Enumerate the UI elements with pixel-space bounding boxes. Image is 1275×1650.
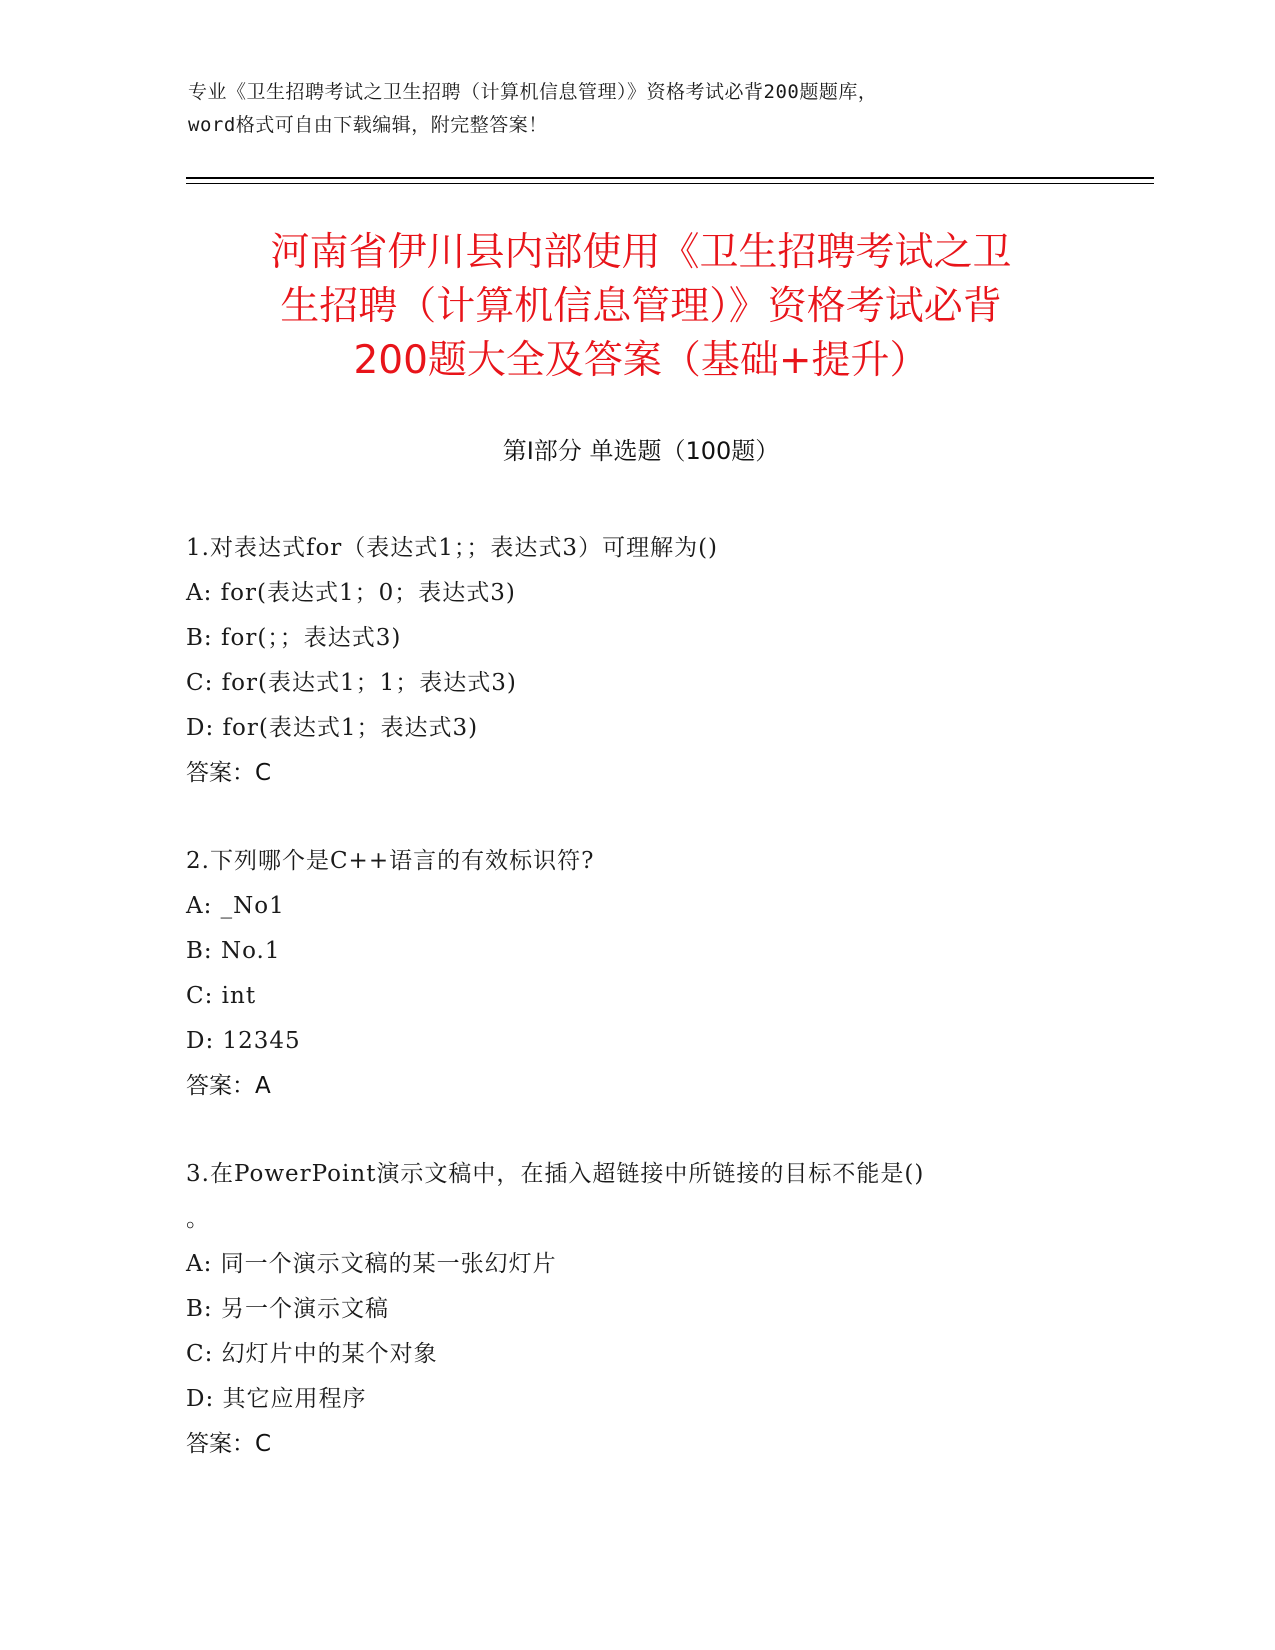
question-3 — [186, 1152, 1086, 1467]
document-title — [186, 226, 1096, 388]
header-rule-thick — [186, 177, 1154, 179]
option-d: D: 其它应用程序 — [186, 1386, 367, 1412]
document-title-line-2: 生招聘（计算机信息管理）》资格考试必背 — [280, 284, 1002, 329]
answer: 答案：C — [186, 1431, 272, 1457]
document-title-line-3: 200题大全及答案（基础+提升） — [353, 338, 929, 383]
option-b: B: 另一个演示文稿 — [186, 1296, 389, 1322]
header-note-line-2: word格式可自由下载编辑，附完整答案！ — [188, 114, 548, 136]
section-title: 第Ⅰ部分 单选题（100题） — [502, 437, 780, 465]
option-d: D: for(表达式1；表达式3) — [186, 715, 479, 741]
question-stem-continuation: 。 — [186, 1206, 210, 1232]
header-note — [188, 76, 1088, 142]
document-title-line-1: 河南省伊川县内部使用《卫生招聘考试之卫 — [270, 230, 1012, 275]
option-c: C: int — [186, 983, 257, 1009]
option-a: A: 同一个演示文稿的某一张幻灯片 — [186, 1251, 557, 1277]
answer: 答案：A — [186, 1073, 271, 1099]
answer: 答案：C — [186, 760, 272, 786]
question-2 — [186, 839, 1086, 1109]
question-stem: 1.对表达式for（表达式1；；表达式3）可理解为() — [186, 535, 719, 561]
option-d: D: 12345 — [186, 1028, 301, 1054]
question-stem: 3.在PowerPoint演示文稿中，在插入超链接中所链接的目标不能是() — [186, 1161, 925, 1187]
option-a: A: _No1 — [186, 893, 285, 919]
header-note-line-1: 专业《卫生招聘考试之卫生招聘（计算机信息管理）》资格考试必背200题题库， — [188, 81, 878, 103]
option-b: B: for(；；表达式3) — [186, 625, 402, 651]
question-1 — [186, 526, 1086, 796]
header-rule-thin — [186, 183, 1154, 184]
option-c: C: for(表达式1；1；表达式3) — [186, 670, 517, 696]
option-a: A: for(表达式1；0；表达式3) — [186, 580, 516, 606]
question-list — [186, 526, 1086, 1510]
option-c: C: 幻灯片中的某个对象 — [186, 1341, 438, 1367]
question-stem: 2.下列哪个是C++语言的有效标识符? — [186, 848, 595, 874]
option-b: B: No.1 — [186, 938, 281, 964]
